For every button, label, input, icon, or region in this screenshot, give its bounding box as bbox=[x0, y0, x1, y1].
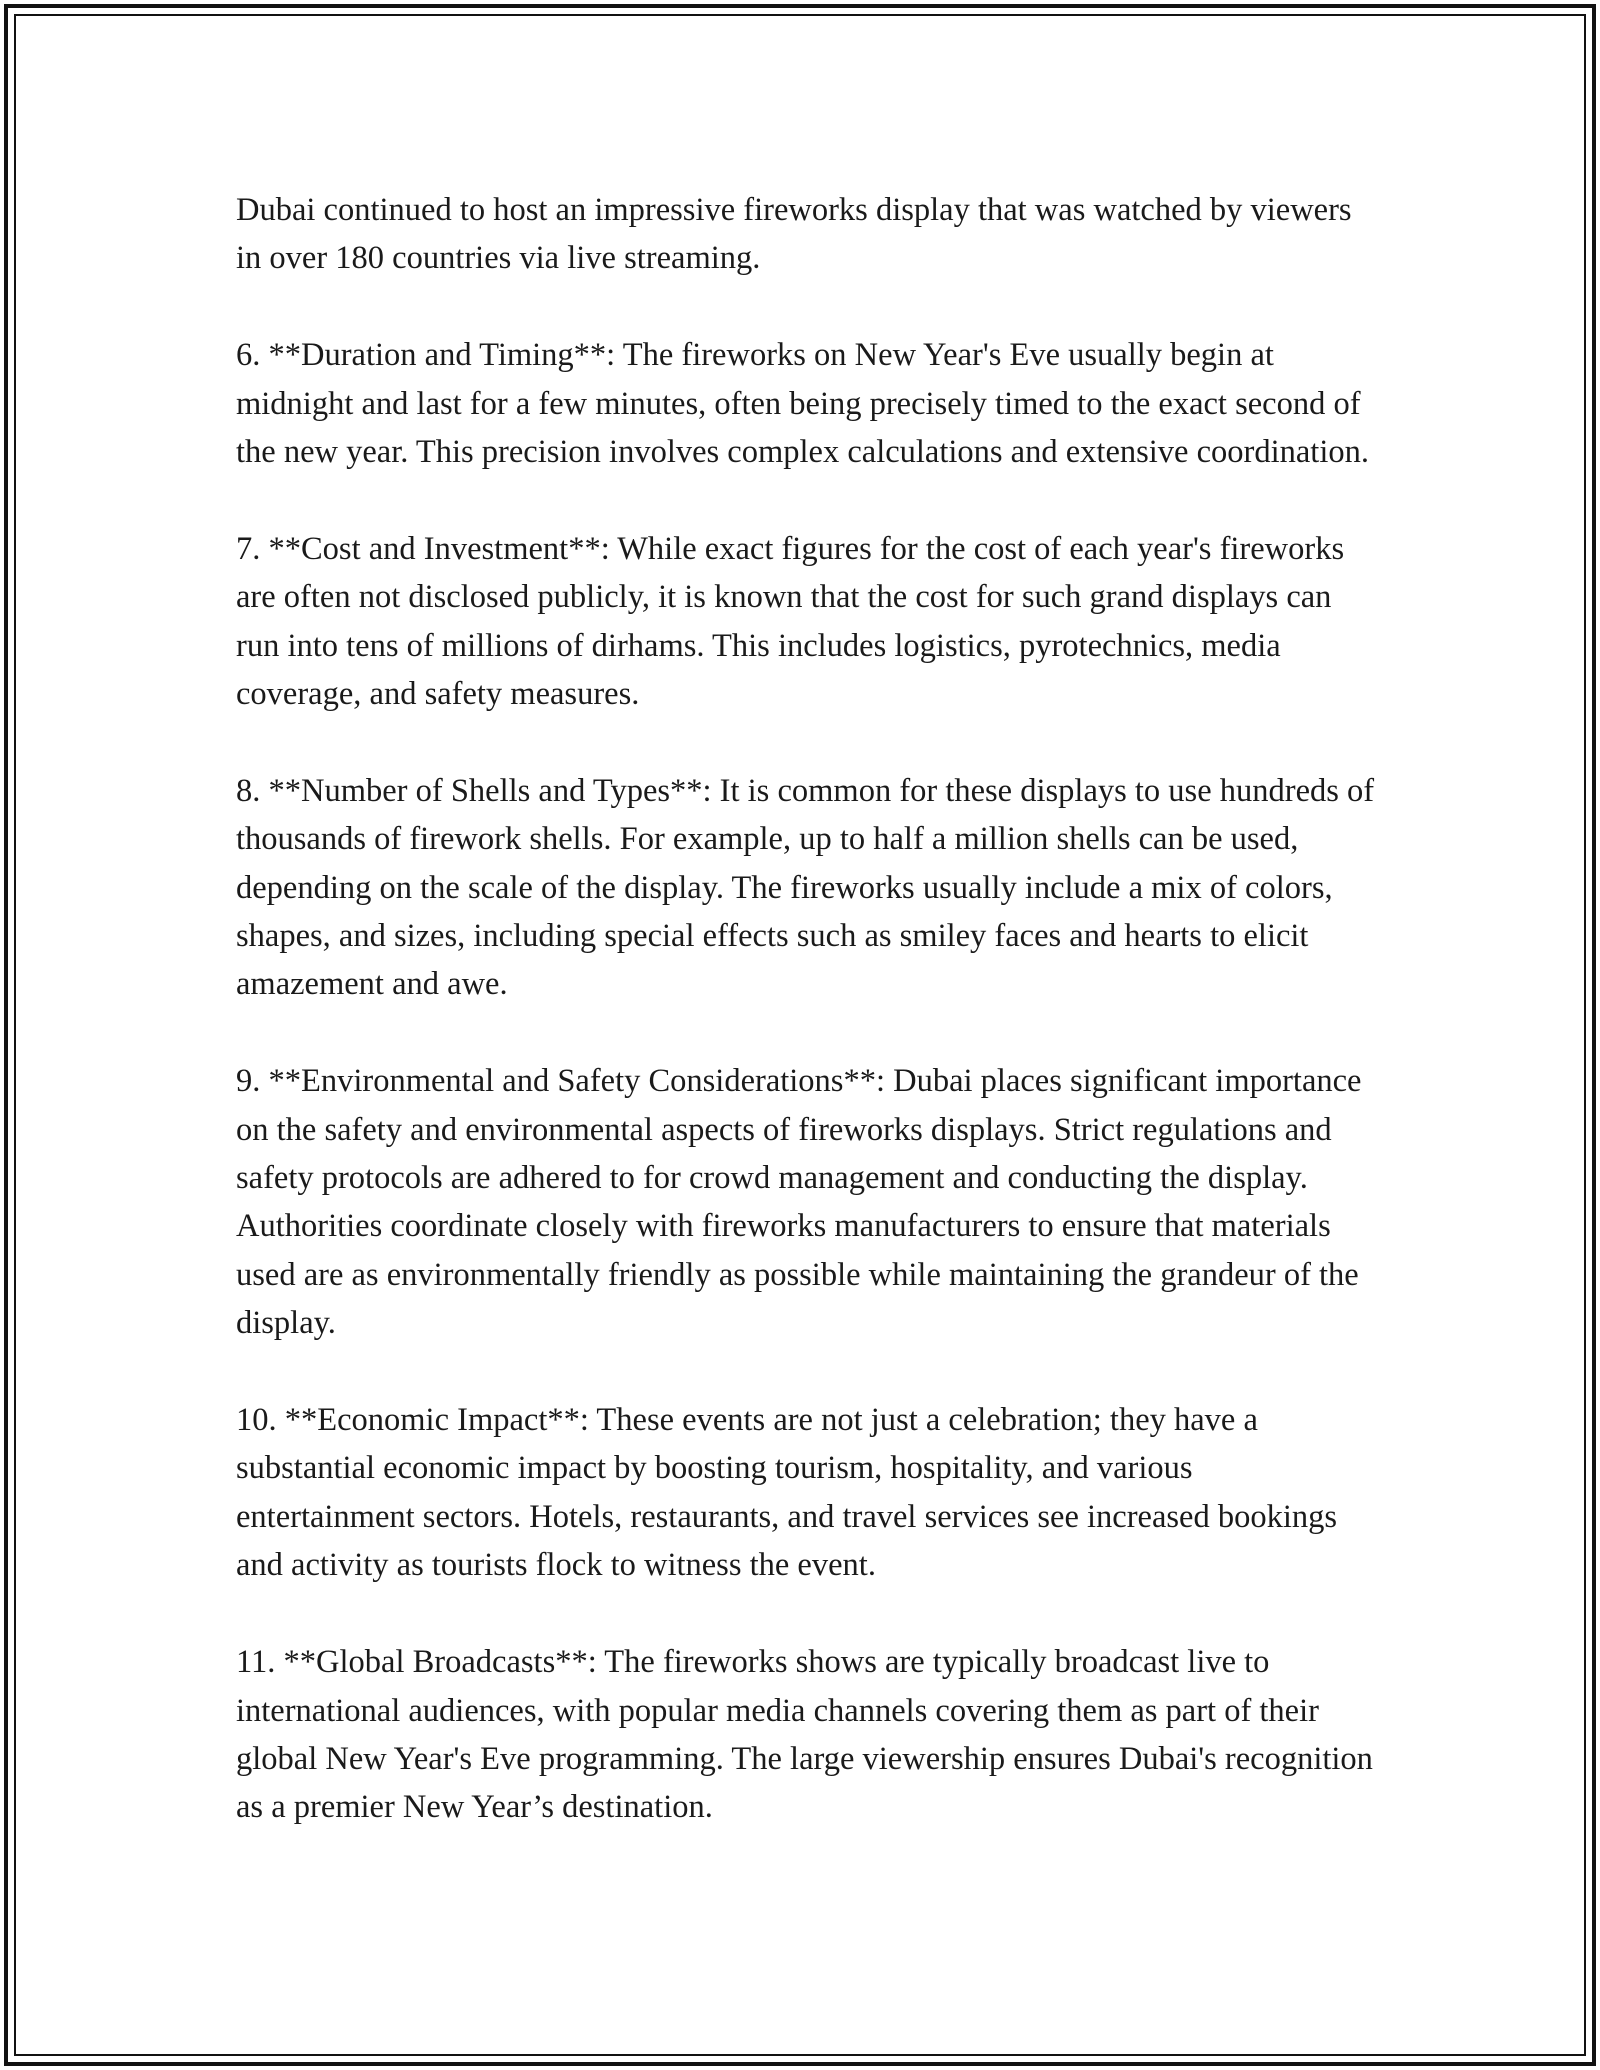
paragraph-cost-and-investment: 7. **Cost and Investment**: While exact figures for the cost of each year's fireworks are often not disclosed publicly, it is known that the cost for such grand displays can run into tens of millions of dirhams. This includes logistics, pyrotechnics, media coverage, and safety measures. bbox=[236, 530, 1345, 713]
paragraph-environmental-safety: 9. **Environmental and Safety Considerations**: Dubai places significant importance on the safety and environmental aspects of fireworks displays. Strict regulations and safety protocols are adhered to for crowd management and conducting the display. Authorities coordinate closely with fireworks manufacturers to ensure that materials used are as environmentally friendly as possible while maintaining the grandeur of the display. bbox=[236, 1063, 1362, 1342]
document-body bbox=[236, 186, 1376, 1880]
paragraph-global-broadcasts: 11. **Global Broadcasts**: The fireworks shows are typically broadcast live to international audiences, with popular media channels covering them as part of their global New Year's Eve programming. The large viewership ensures Dubai's recognition as a premier New Year’s destination. bbox=[236, 1644, 1373, 1826]
paragraph-number-of-shells: 8. **Number of Shells and Types**: It is common for these displays to use hundreds of thousands of firework shells. For example, up to half a million shells can be used, depending on the scale of the display. The fireworks usually include a mix of colors, shapes, and sizes, including special effects such as smiley faces and hearts to elicit amazement and awe. bbox=[236, 772, 1375, 1003]
paragraph-duration-and-timing: 6. **Duration and Timing**: The fireworks on New Year's Eve usually begin at midnight and last for a few minutes, often being precisely timed to the exact second of the new year. This precision involves complex calculations and extensive coordination. bbox=[236, 337, 1369, 471]
paragraph-economic-impact: 10. **Economic Impact**: These events are not just a celebration; they have a substantial economic impact by boosting tourism, hospitality, and various entertainment sectors. Hotels, restaurants, and travel services see increased bookings and activity as tourists flock to witness the event. bbox=[236, 1402, 1338, 1584]
paragraph-intro: Dubai continued to host an impressive fireworks display that was watched by viewers in over 180 countries via live streaming. bbox=[236, 192, 1352, 277]
